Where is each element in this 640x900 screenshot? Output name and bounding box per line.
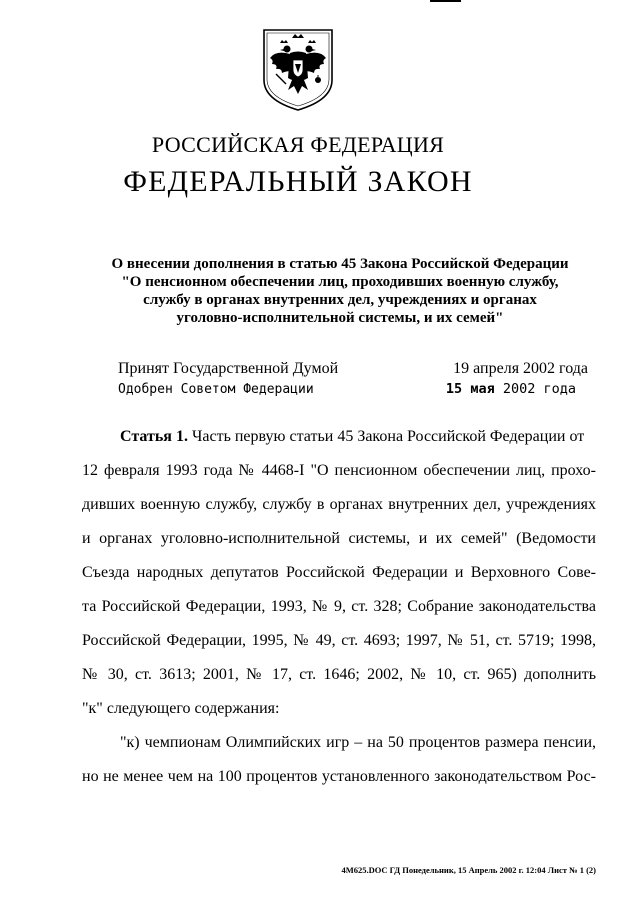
federation-council-date <box>446 381 576 397</box>
fed-date-month: мая <box>470 381 495 397</box>
article-line: но не менее чем на 100 процентов установленного законодательством Рос- <box>82 768 596 785</box>
law-title <box>90 255 590 327</box>
coat-of-arms-icon <box>262 28 334 112</box>
article-line: "к) чемпионам Олимпийских игр – на 50 процентов размера пенсии, <box>120 734 596 751</box>
law-title-line: уголовно-исполнительной системы, и их семей" <box>176 310 504 326</box>
article-line: дивших военную службу, службу в органах внутренних дел, учреждениях <box>82 496 596 513</box>
article-line: № 30, ст. 3613; 2001, № 17, ст. 1646; 2002, № 10, ст. 965) дополнить <box>82 666 596 683</box>
article-line: и органах уголовно-исполнительной системы, и их семей" (Ведомости <box>82 530 596 547</box>
country-name: РОССИЙСКАЯ ФЕДЕРАЦИЯ <box>151 132 445 157</box>
article-line: 12 февраля 1993 года № 4468-I "О пенсионном обеспечении лиц, прохо- <box>82 462 596 479</box>
fed-date-year: 2002 года <box>502 381 576 397</box>
law-title-line: "О пенсионном обеспечении лиц, проходивших военную службу, <box>121 274 559 290</box>
document-type: ФЕДЕРАЛЬНЫЙ ЗАКОН <box>123 165 473 198</box>
article-body <box>82 420 596 794</box>
article-line-text: Часть первую статьи 45 Закона Российской Федерации от <box>191 428 585 445</box>
article-line <box>82 420 596 454</box>
article-line: Российской Федерации, 1995, № 49, ст. 4693; 1997, № 51, ст. 5719; 1998, <box>82 632 596 649</box>
article-line: Съезда народных депутатов Российской Федерации и Верховного Сове- <box>82 564 596 581</box>
federation-council-label: Одобрен Советом Федерации <box>118 382 314 397</box>
adoption-block <box>118 360 592 400</box>
fed-date-day: 15 <box>445 381 463 397</box>
article-heading: Статья 1. <box>120 428 188 445</box>
top-rule <box>430 0 461 2</box>
duma-adoption-date: 19 апреля 2002 года <box>453 360 588 377</box>
document-footer: 4М625.DOC ГД Понедельник, 15 Апрель 2002 г. 12:04 Лист № 1 (2) <box>341 865 596 875</box>
article-line: "к" следующего содержания: <box>82 700 280 717</box>
article-line: та Российской Федерации, 1993, № 9, ст. 328; Собрание законодательства <box>82 598 596 615</box>
duma-adoption-label: Принят Государственной Думой <box>118 360 339 377</box>
law-title-line: О внесении дополнения в статью 45 Закона Российской Федерации <box>111 256 569 272</box>
law-title-line: службу в органах внутренних дел, учреждениях и органах <box>143 292 537 308</box>
